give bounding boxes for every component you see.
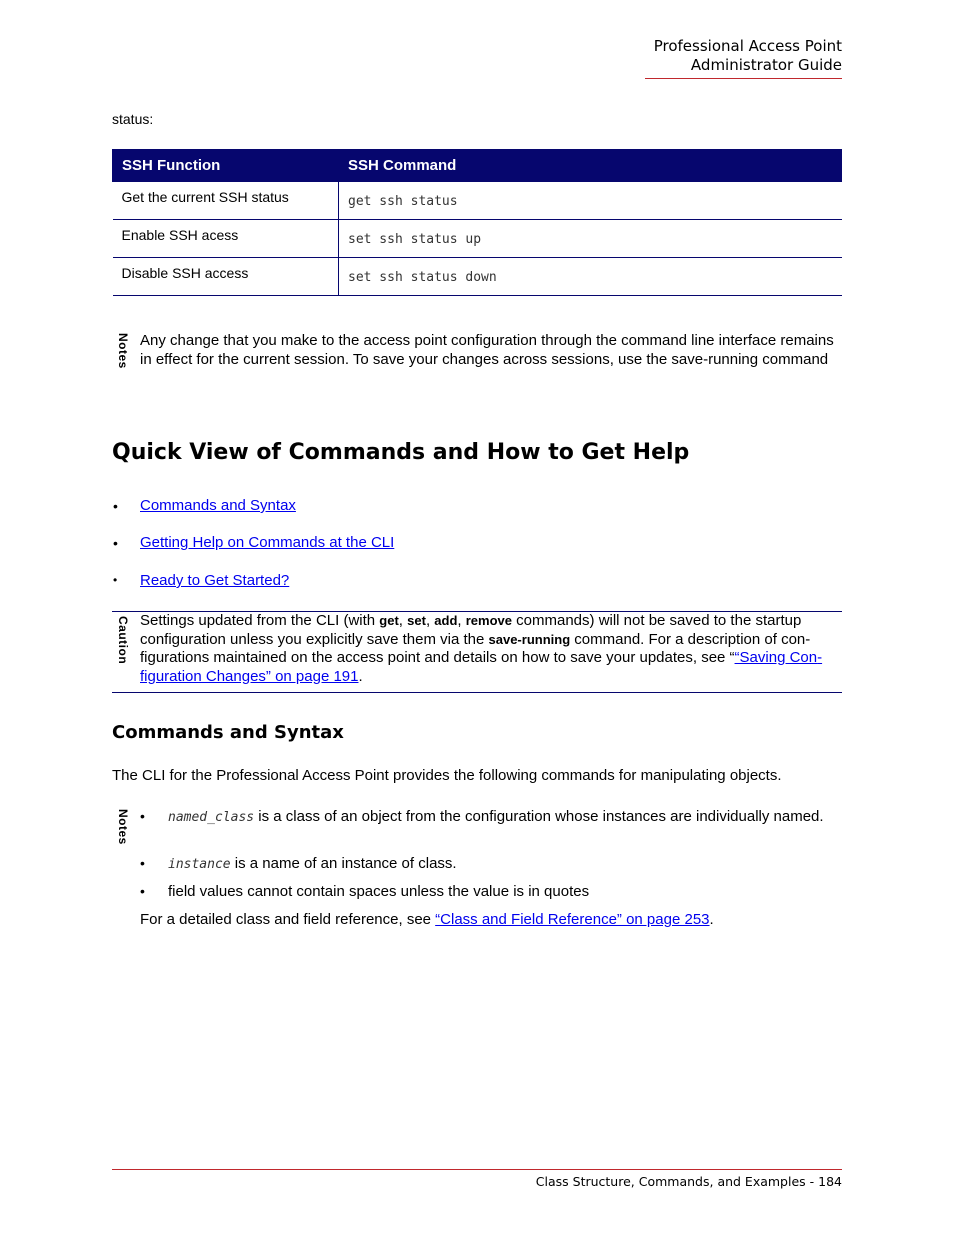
ssh-command-cell: get ssh status bbox=[339, 182, 842, 220]
header-line-1: Professional Access Point bbox=[653, 37, 842, 55]
code-named-class: named_class bbox=[168, 810, 255, 825]
code-instance: instance bbox=[168, 857, 231, 872]
section-title: Quick View of Commands and How to Get Help bbox=[112, 440, 690, 465]
list-item-text: is a class of an object from the configuration whose instances are individually named. bbox=[254, 808, 824, 825]
caution-text bbox=[140, 612, 844, 686]
cmd-save-running: save-running bbox=[488, 631, 571, 647]
list-item bbox=[168, 854, 828, 874]
col-header-function: SSH Function bbox=[113, 150, 339, 182]
reference-suffix: . bbox=[709, 911, 714, 928]
reference-text bbox=[140, 910, 844, 929]
list-item-text: is a name of an instance of class. bbox=[230, 855, 457, 872]
ssh-function-cell: Disable SSH access bbox=[113, 258, 339, 296]
reference-prefix: For a detailed class and field reference, see bbox=[140, 911, 436, 928]
link-class-and-field-reference[interactable]: “Class and Field Reference” on page 253 bbox=[435, 911, 710, 928]
col-header-command: SSH Command bbox=[339, 150, 842, 182]
footer-rule bbox=[112, 1169, 842, 1170]
header-line-2: Administrator Guide bbox=[690, 56, 842, 74]
bullet: • bbox=[140, 883, 145, 899]
caution-sep: , bbox=[398, 612, 408, 629]
caution-text-part: command. For a description of configurations maintained on the access point and details on how to save your updates, see “ bbox=[140, 630, 811, 666]
notes-label: Notes bbox=[116, 333, 130, 369]
intro-text: The CLI for the Professional Access Point provides the following commands for manipulating objects. bbox=[112, 767, 782, 784]
bullet: • bbox=[140, 808, 145, 824]
caution-text-part: Settings updated from the CLI (with bbox=[140, 612, 380, 629]
table-row bbox=[113, 182, 842, 220]
subsection-title: Commands and Syntax bbox=[112, 722, 344, 743]
caution-text-part: commands) will not be saved to the startup configuration unless you explicitly save them via the bbox=[140, 612, 802, 648]
caution-sep: , bbox=[457, 612, 466, 629]
ssh-command-cell: set ssh status up bbox=[339, 220, 842, 258]
ssh-command-table bbox=[112, 149, 842, 296]
ssh-function-cell: Get the current SSH status bbox=[113, 182, 339, 220]
cmd-add: add bbox=[434, 613, 458, 628]
bullet: • bbox=[113, 498, 118, 514]
running-header bbox=[654, 37, 842, 75]
note-text: Any change that you make to the access point configuration through the command line interface remains in effect for the current session. To save your changes across sessions, use the save-running command bbox=[140, 332, 834, 368]
notes-label: Notes bbox=[116, 809, 130, 845]
link-getting-help[interactable]: Getting Help on Commands at the CLI bbox=[140, 534, 395, 551]
list-item bbox=[168, 807, 828, 827]
table-header-row bbox=[113, 150, 842, 182]
table-row bbox=[113, 258, 842, 296]
caution-bottom-rule bbox=[112, 692, 842, 693]
bullet: • bbox=[113, 573, 118, 587]
list-item-text: field values cannot contain spaces unless the value is in quotes bbox=[168, 883, 590, 900]
cmd-get: get bbox=[379, 613, 399, 628]
cmd-remove: remove bbox=[465, 613, 512, 628]
list-item bbox=[168, 882, 828, 901]
page-footer: Class Structure, Commands, and Examples - 184 bbox=[535, 1174, 842, 1189]
table-row bbox=[113, 220, 842, 258]
lead-text: status: bbox=[112, 111, 154, 127]
ssh-function-cell: Enable SSH acess bbox=[113, 220, 339, 258]
link-ready-to-get-started[interactable]: Ready to Get Started? bbox=[140, 572, 290, 589]
bullet: • bbox=[113, 535, 118, 551]
link-saving-configuration-changes[interactable]: “Saving Configuration Changes” on page 191 bbox=[140, 649, 823, 685]
header-rule bbox=[645, 78, 842, 79]
caution-text-part: . bbox=[358, 667, 363, 685]
link-commands-and-syntax[interactable]: Commands and Syntax bbox=[140, 497, 296, 514]
cmd-set: set bbox=[407, 613, 426, 628]
caution-sep: , bbox=[425, 612, 435, 629]
bullet: • bbox=[140, 855, 145, 871]
caution-label: Caution bbox=[116, 616, 130, 665]
ssh-command-cell: set ssh status down bbox=[339, 258, 842, 296]
